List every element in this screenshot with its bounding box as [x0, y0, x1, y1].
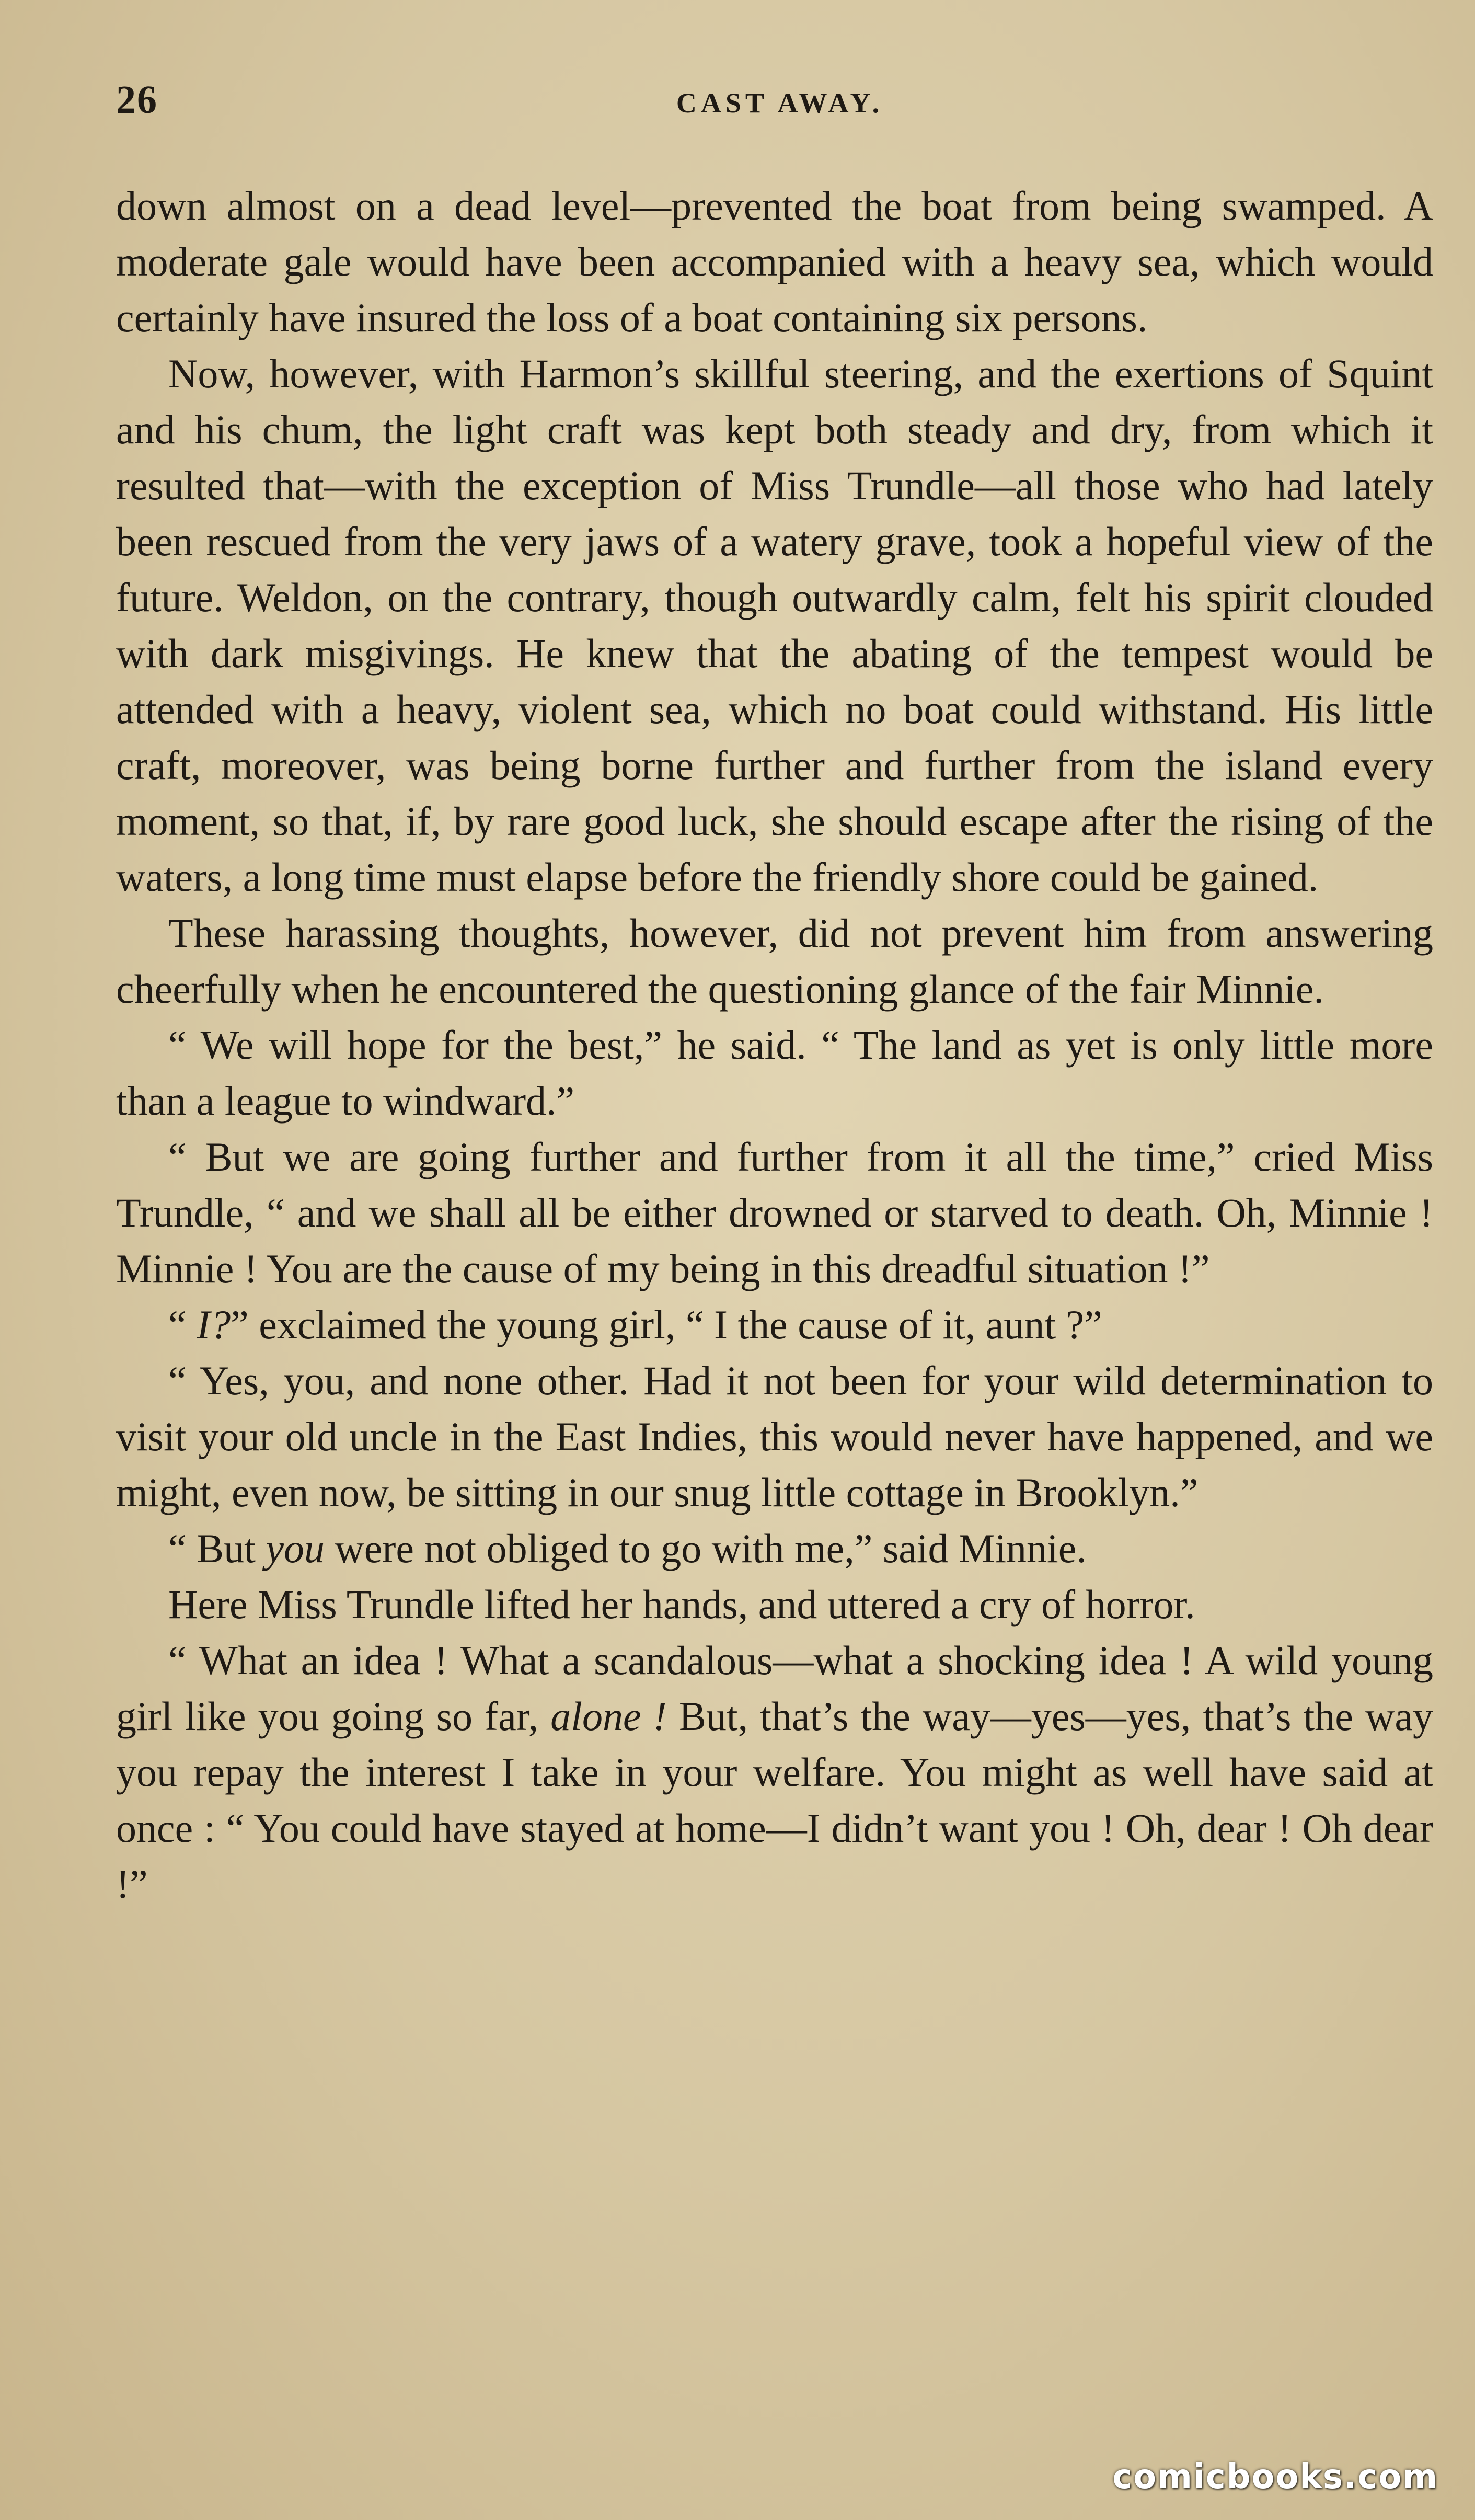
paragraph [116, 1353, 1433, 1520]
paragraph [116, 1576, 1433, 1632]
running-head [116, 77, 1444, 135]
running-head-title: CAST AWAY. [676, 87, 884, 119]
paragraph [116, 346, 1433, 905]
paragraph [116, 1632, 1433, 1912]
paragraph-text-before: “ But [168, 1526, 266, 1571]
paragraph-text: Now, however, with Harmon’s skillful steering, and the exertions of Squint and his chum, the light craft was kept both steady and dry, from which it resulted that—with the exception of Miss Trundle—all those who had lately been rescued from the very jaws of a watery grave, took a hopeful view of the future. Weldon, on the contrary, though outwardly calm, felt his spirit clouded with dark misgivings. He knew that the abating of the tempest would be attended with a heavy, violent sea, which no boat could withstand. His little craft, moreover, was being borne further and further from the island every moment, so that, if, by rare good luck, she should escape after the rising of the waters, a long time must elapse before the friendly shore could be gained. [116, 351, 1433, 900]
paragraph-text: “ Yes, you, and none other. Had it not been for your wild determination to visit your old uncle in the East Indies, this would never have happened, and we might, even now, be sitting in our snug little cottage in Brooklyn.” [116, 1358, 1433, 1515]
italic-emphasis: alone ! [550, 1693, 667, 1739]
paragraph-text-after: ” exclaimed the young girl, “ I the cause of it, aunt ?” [231, 1302, 1102, 1347]
paragraph-text: “ We will hope for the best,” he said. “ The land as yet is only little more than a league to windward.” [116, 1022, 1433, 1124]
paragraph-text: Here Miss Trundle lifted her hands, and uttered a cry of horror. [168, 1582, 1195, 1627]
italic-emphasis: I? [197, 1302, 231, 1347]
body-text [116, 178, 1433, 1912]
site-watermark: comicbooks.com [1112, 2458, 1438, 2496]
page-number: 26 [116, 78, 158, 122]
paragraph [116, 1017, 1433, 1129]
paragraph-text: down almost on a dead level—prevented the boat from being swamped. A moderate gale would have been accompanied with a heavy sea, which would certainly have insured the loss of a boat containing six persons. [116, 183, 1433, 340]
paragraph-text-before: “ What an idea ! What a scandalous—what a shocking idea ! A wild young girl like you going so far, [116, 1637, 1433, 1739]
paragraph-text-after: But, that’s the way—yes—yes, that’s the way you repay the interest I take in your welfare. You might as well have said at once : “ You could have stayed at home—I didn’t want you ! Oh, dear ! Oh dear !” [116, 1693, 1434, 1907]
italic-emphasis: you [266, 1526, 325, 1571]
paragraph-text-before: “ [168, 1302, 197, 1347]
paragraph [116, 1129, 1433, 1297]
paragraph [116, 905, 1433, 1017]
paragraph [116, 178, 1433, 346]
paragraph-text: “ But we are going further and further from it all the time,” cried Miss Trundle, “ and we shall all be either drowned or starved to death. Oh, Minnie ! Minnie ! You are the cause of my being in this dreadful situation !” [116, 1134, 1433, 1291]
paragraph-text-after: were not obliged to go with me,” said Minnie. [324, 1526, 1087, 1571]
paragraph [116, 1297, 1433, 1353]
paragraph-text: These harassing thoughts, however, did not prevent him from answering cheerfully when he encountered the questioning glance of the fair Minnie. [116, 910, 1433, 1012]
paragraph [116, 1520, 1433, 1576]
